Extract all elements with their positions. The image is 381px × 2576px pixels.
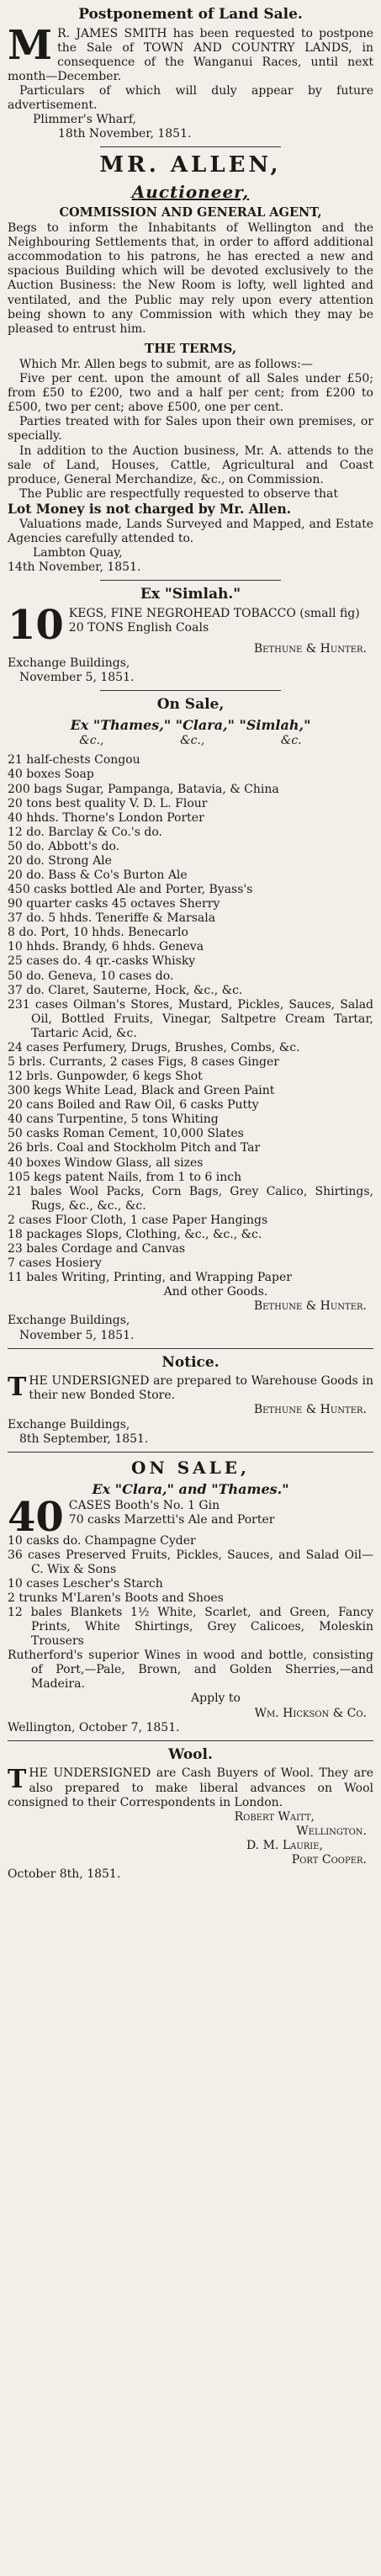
- mr-allen-auctioneer-ad: [8, 152, 373, 575]
- advertiser-name: MR. ALLEN,: [99, 152, 282, 178]
- other-goods: And other Goods.: [163, 1285, 268, 1299]
- list-item: 20 do. Strong Ale: [8, 853, 112, 868]
- ad-heading: Ex "Simlah.": [140, 586, 241, 603]
- list-item: 40 hhds. Thorne's London Porter: [8, 810, 204, 825]
- ad-body: R. JAMES SMITH has been requested to postpone the Sale of TOWN AND COUNTRY LANDS, in consequence of the Wanganui Races, until next month—December.: [8, 26, 373, 83]
- ad-date: 18th November, 1851.: [58, 127, 192, 141]
- ad-date: November 5, 1851.: [19, 1328, 135, 1342]
- divider: [8, 1348, 373, 1349]
- list-item: 40 boxes Window Glass, all sizes: [8, 1155, 204, 1170]
- drop-cap: T: [8, 1765, 27, 1795]
- ad-place: Lambton Quay,: [33, 545, 123, 560]
- land-sale-postponement-ad: [8, 6, 373, 141]
- advertiser-subtitle: COMMISSION AND GENERAL AGENT,: [59, 205, 322, 220]
- ad-heading: On Sale,: [156, 696, 225, 714]
- list-item: 8 do. Port, 10 hhds. Benecarlo: [8, 926, 188, 940]
- list-item: 12 bales Blankets 1½ White, Scarlet, and Green, Fancy Prints, White Shirtings, Grey Calicoes, Moleskin Trousers: [8, 1606, 373, 1649]
- list-item: 12 do. Barclay & Co.'s do.: [8, 825, 162, 839]
- drop-cap: T: [8, 1373, 27, 1403]
- ad-place: Plimmer's Wharf,: [33, 113, 136, 127]
- terms-paragraph: Five per cent. upon the amount of all Sales under £50; from £50 to £200, two and a half per cent; from £200 to £500, two per cent; above £500, one per cent.: [8, 372, 373, 415]
- drop-cap: M: [8, 21, 53, 69]
- divider: [100, 580, 281, 581]
- advertiser-title: Auctioneer,: [131, 182, 250, 203]
- goods-list: [8, 753, 373, 1285]
- ships-line: Ex "Clara," and "Thames.": [92, 1481, 289, 1498]
- list-item: 105 kegs patent Nails, from 1 to 6 inch: [8, 1170, 242, 1184]
- list-item: 25 cases do. 4 qr.-casks Whisky: [8, 954, 196, 969]
- list-item: 10 cases Lescher's Starch: [8, 1576, 163, 1591]
- etc-mark: &c.,: [79, 734, 104, 748]
- ad-body: HE UNDERSIGNED are Cash Buyers of Wool. They are also prepared to make liberal advances on Wool consigned to their Correspondents in London.: [8, 1766, 373, 1809]
- ad-heading: Notice.: [161, 1353, 220, 1371]
- ad-place: Exchange Buildings,: [8, 1417, 130, 1431]
- etc-mark: &c.: [280, 734, 302, 748]
- list-item: 21 bales Wool Packs, Corn Bags, Grey Calico, Shirtings, Rugs, &c., &c., &c.: [8, 1184, 373, 1213]
- list-item: 12 brls. Gunpowder, 6 kegs Shot: [8, 1070, 203, 1084]
- list-item: Rutherford's superior Wines in wood and bottle, consisting of Port,—Pale, Brown, and Golden Sherries,—and Madeira.: [8, 1649, 373, 1692]
- list-item: 18 packages Slops, Clothing, &c., &c., &c.: [8, 1227, 262, 1241]
- list-item: 300 kegs White Lead, Black and Green Paint: [8, 1084, 275, 1098]
- ad-place: Exchange Buildings,: [8, 1314, 130, 1328]
- list-item: 50 do. Abbott's do.: [8, 839, 120, 853]
- lot-money-notice: Lot Money is not charged by Mr. Allen.: [8, 500, 292, 517]
- ad-line: KEGS, FINE NEGROHEAD TOBACCO (small fig): [68, 606, 360, 620]
- signature-location: Port Cooper.: [291, 1852, 367, 1867]
- list-item: 36 cases Preserved Fruits, Pickles, Sauces, and Salad Oil—C. Wix & Sons: [8, 1548, 373, 1576]
- signature-location: Wellington.: [296, 1824, 367, 1838]
- list-item: 37 do. Claret, Sauterne, Hock, &c., &c.: [8, 983, 243, 997]
- list-item: 40 boxes Soap: [8, 767, 94, 782]
- on-sale-goods-ad: [8, 696, 373, 1343]
- ad-signature: Bethune & Hunter.: [253, 641, 367, 656]
- list-item: 7 cases Hosiery: [8, 1256, 102, 1271]
- ad-paragraph: Begs to inform the Inhabitants of Wellington and the Neighbouring Settlements that, in order to afford additional accommodation to his patrons, he has erected a new and spacious Building which will be devoted exclusively to the Auction Business: the New Room is lofty, well lighted and ventilated, and the Public may rely upon every attention being shown to any Commission with which they may be pleased to entrust him.: [8, 221, 373, 336]
- ad-line: 70 casks Marzetti's Ale and Porter: [68, 1512, 275, 1527]
- list-item: 11 bales Writing, Printing, and Wrapping Paper: [8, 1271, 292, 1285]
- ad-signature: Wm. Hickson & Co.: [254, 1706, 367, 1720]
- list-item: 24 cases Perfumery, Drugs, Brushes, Combs, &c.: [8, 1040, 300, 1054]
- list-item: 40 cans Turpentine, 5 tons Whiting: [8, 1113, 219, 1127]
- divider: [8, 1452, 373, 1453]
- list-item: 50 casks Roman Cement, 10,000 Slates: [8, 1127, 244, 1141]
- list-item: 20 do. Bass & Co's Burton Ale: [8, 868, 188, 882]
- ad-date: 8th September, 1851.: [19, 1431, 149, 1446]
- public-paragraph: The Public are respectfully requested to observe that: [19, 486, 338, 501]
- list-item: 10 casks do. Champagne Cyder: [8, 1533, 196, 1548]
- ad-signature: Robert Waitt,: [234, 1809, 315, 1824]
- ad-signature: D. M. Laurie,: [246, 1838, 323, 1852]
- divider: [100, 146, 281, 147]
- ad-place: Exchange Buildings,: [8, 656, 130, 670]
- ad-date: 14th November, 1851.: [8, 560, 141, 574]
- etc-mark: &c.,: [180, 734, 205, 748]
- list-item: 50 do. Geneva, 10 cases do.: [8, 969, 174, 983]
- ad-body: HE UNDERSIGNED are prepared to Warehouse Goods in their new Bonded Store.: [29, 1374, 373, 1403]
- list-item: 20 cans Boiled and Raw Oil, 6 casks Putty: [8, 1098, 259, 1113]
- list-item: 21 half-chests Congou: [8, 753, 140, 767]
- list-item: 2 cases Floor Cloth, 1 case Paper Hangings: [8, 1213, 268, 1227]
- list-item: 37 do. 5 hhds. Teneriffe & Marsala: [8, 911, 216, 926]
- ad-heading: Postponement of Land Sale.: [78, 6, 303, 23]
- ships-line: Ex "Thames," "Clara," "Simlah,": [70, 716, 311, 733]
- ad-paragraph: Particulars of which will duly appear by future advertisement.: [8, 84, 373, 113]
- drop-number: 10: [8, 601, 64, 649]
- ad-signature: Bethune & Hunter.: [253, 1299, 367, 1314]
- divider: [100, 690, 281, 691]
- list-item: 200 bags Sugar, Pampanga, Batavia, & China: [8, 782, 279, 796]
- ad-place-date: Wellington, October 7, 1851.: [8, 1720, 180, 1734]
- ad-line: 20 TONS English Coals: [68, 620, 209, 635]
- terms-heading: THE TERMS,: [144, 340, 237, 356]
- drop-number: 40: [8, 1493, 64, 1541]
- gin-on-sale-ad: [8, 1458, 373, 1735]
- valuations-paragraph: Valuations made, Lands Surveyed and Mapped, and Estate Agencies carefully attended to.: [8, 517, 373, 545]
- ad-line: CASES Booth's No. 1 Gin: [68, 1498, 220, 1512]
- ad-date: November 5, 1851.: [19, 670, 135, 684]
- premises-paragraph: Parties treated with for Sales upon their own premises, or specially.: [8, 415, 373, 443]
- apply-to: Apply to: [191, 1692, 241, 1706]
- divider: [8, 1740, 373, 1741]
- terms-intro: Which Mr. Allen begs to submit, are as follows:—: [19, 358, 313, 372]
- simlah-tobacco-ad: [8, 586, 373, 685]
- list-item: 2 trunks M'Laren's Boots and Shoes: [8, 1591, 224, 1605]
- wool-buyers-ad: [8, 1746, 373, 1882]
- etc-line: [8, 734, 373, 748]
- list-item: 10 hhds. Brandy, 6 hhds. Geneva: [8, 940, 204, 954]
- list-item: 5 brls. Currants, 2 cases Figs, 8 cases Ginger: [8, 1055, 279, 1070]
- list-item: 90 quarter casks 45 octaves Sherry: [8, 897, 220, 911]
- list-item: 20 tons best quality V. D. L. Flour: [8, 796, 208, 810]
- ad-heading: ON SALE,: [131, 1457, 250, 1478]
- bonded-store-notice-ad: [8, 1354, 373, 1447]
- addition-paragraph: In addition to the Auction business, Mr. A. attends to the sale of Land, Houses, Cattle, Agricultural and Coast produce, General Merchandize, &c., on Commission.: [8, 443, 373, 486]
- list-item: 26 brls. Coal and Stockholm Pitch and Tar: [8, 1141, 261, 1155]
- ad-date: October 8th, 1851.: [8, 1867, 121, 1881]
- ad-signature: Bethune & Hunter.: [253, 1403, 367, 1417]
- list-item: 231 cases Oilman's Stores, Mustard, Pickles, Sauces, Salad Oil, Bottled Fruits, Vinegar, Saltpetre Cream Tartar, Tartaric Acid, &c.: [8, 997, 373, 1040]
- list-item: 23 bales Cordage and Canvas: [8, 1242, 186, 1256]
- goods-list: [8, 1534, 373, 1692]
- list-item: 450 casks bottled Ale and Porter, Byass's: [8, 883, 253, 897]
- ad-heading: Wool.: [168, 1745, 213, 1763]
